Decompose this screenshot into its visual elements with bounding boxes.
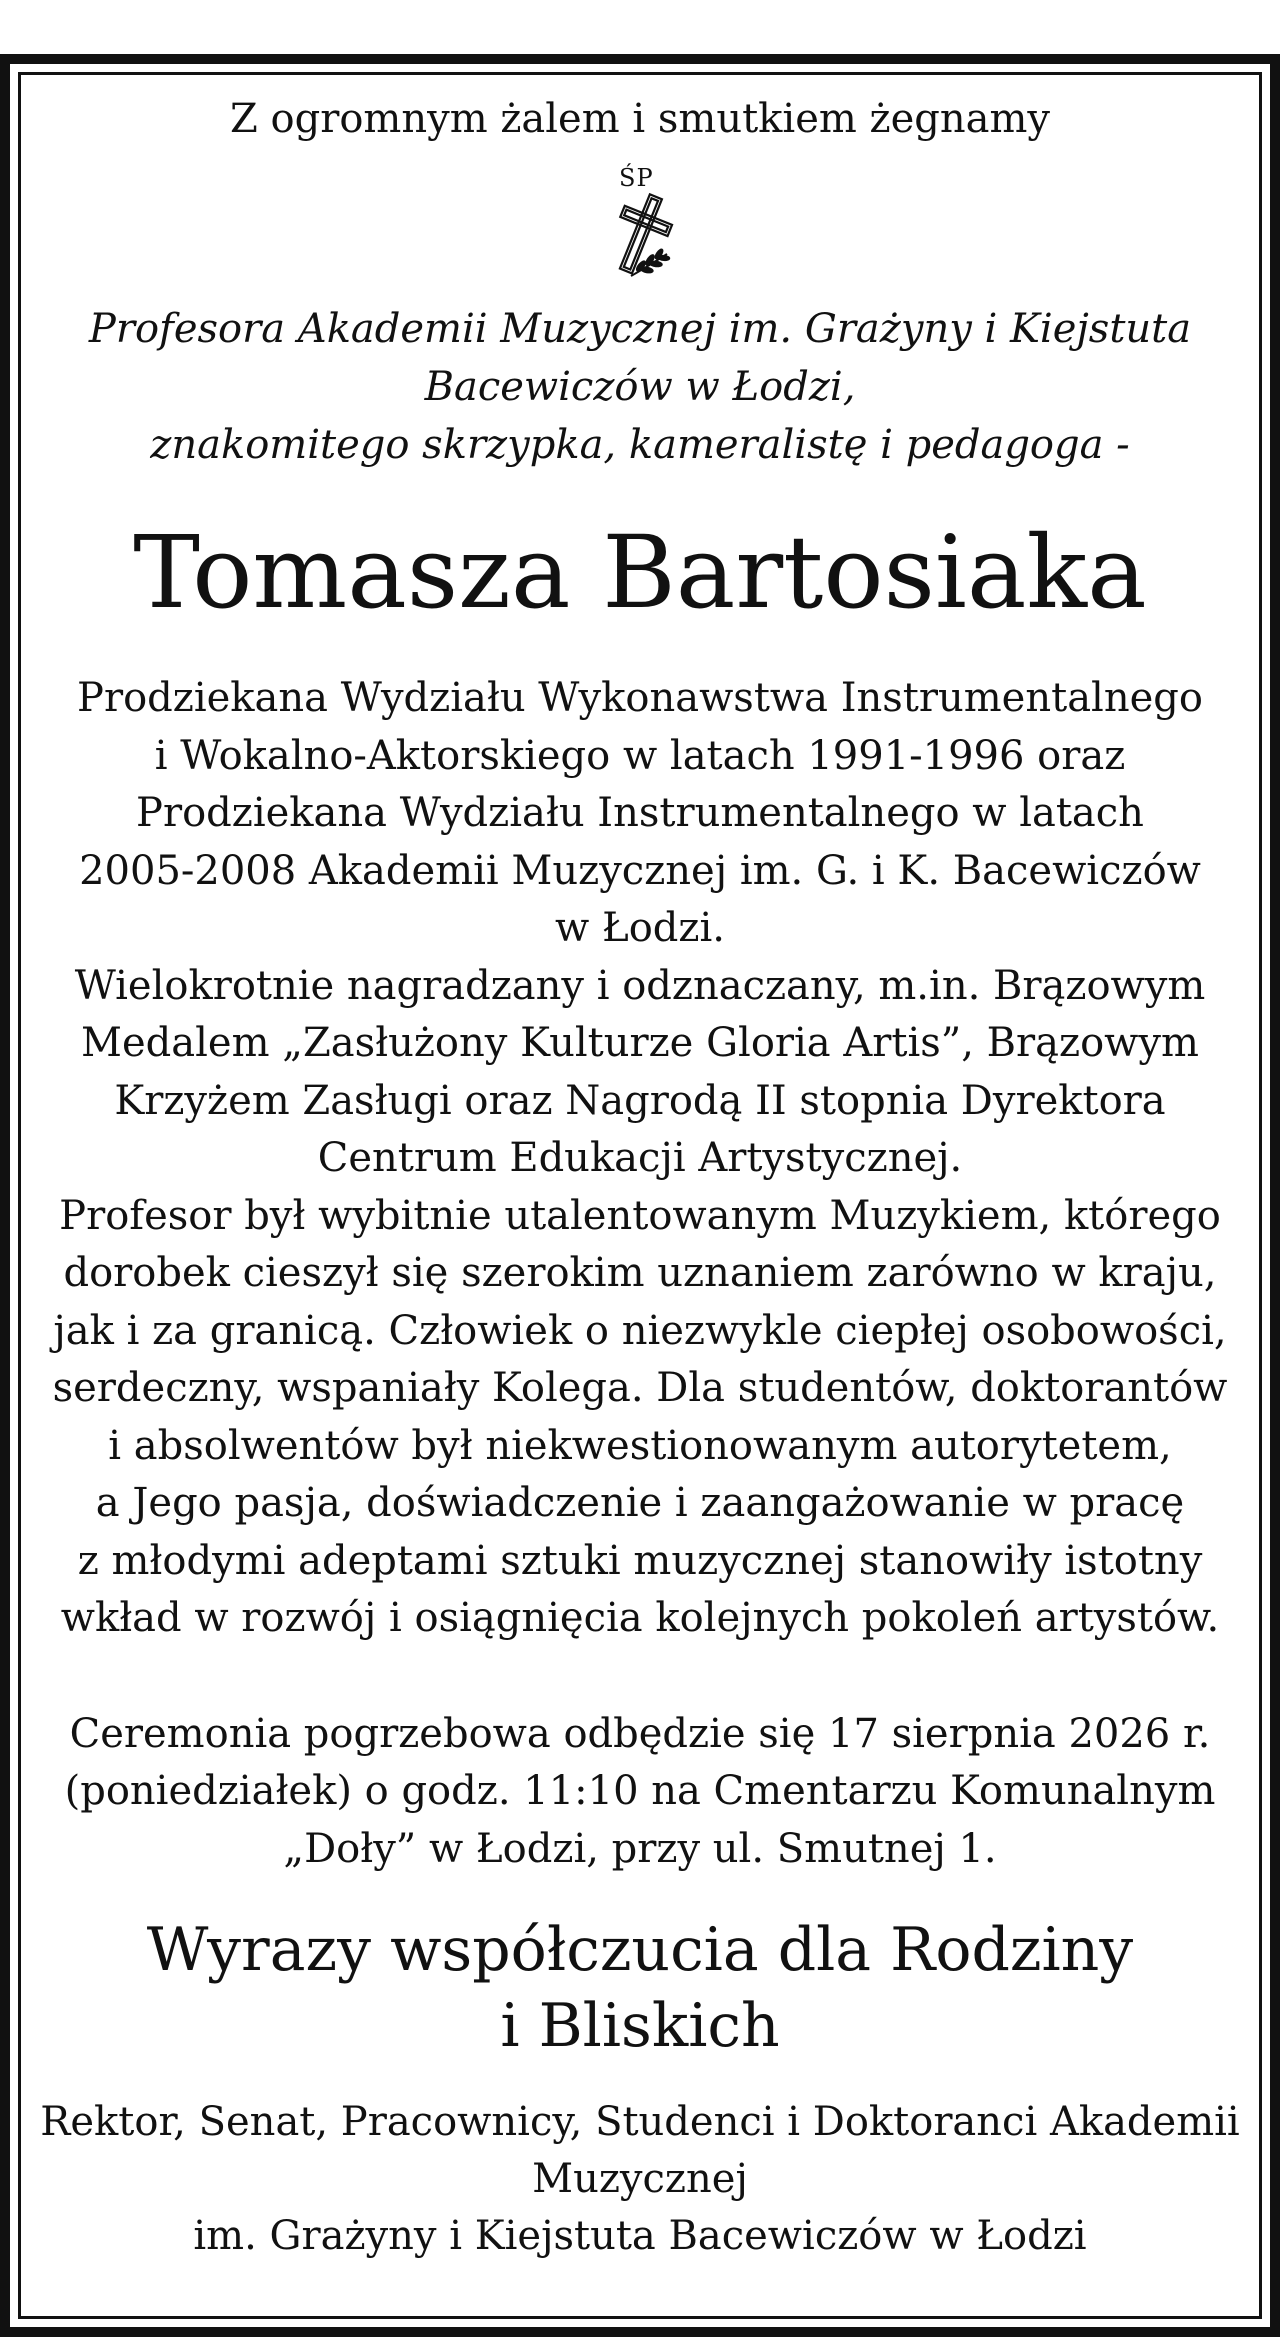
- title-line: Bacewiczów w Łodzi,: [424, 364, 856, 410]
- signature-line: Rektor, Senat, Pracownicy, Studenci i Doktoranci Akademii: [40, 2099, 1240, 2145]
- biography-line: Prodziekana Wydziału Wykonawstwa Instrumentalnego: [77, 675, 1203, 721]
- condolences-heading: [30, 1912, 1250, 2064]
- biography-line: Krzyżem Zasługi oraz Nagrodą II stopnia Dyrektora: [114, 1077, 1166, 1124]
- biography-line: a Jego pasja, doświadczenie i zaangażowanie w pracę: [95, 1480, 1185, 1526]
- biography-line: Prodziekana Wydziału Instrumentalnego w latach: [136, 790, 1144, 836]
- title-line: Profesora Akademii Muzycznej im. Grażyny i Kiejstuta: [88, 306, 1192, 352]
- biography-line: dorobek cieszył się szerokim uznaniem zarówno w kraju,: [63, 1250, 1217, 1296]
- biography-line: Centrum Edukacji Artystycznej.: [317, 1135, 963, 1181]
- biography: [30, 670, 1250, 1648]
- obituary-content: [30, 90, 1250, 2265]
- biography-line: Wielokrotnie nagradzany i odznaczany, m.in. Brązowym: [74, 962, 1206, 1009]
- deceased-name: Tomasza Bartosiaka: [133, 514, 1147, 631]
- cross-with-palm-branch-icon: [601, 190, 681, 280]
- funeral-line: (poniedziałek) o godz. 11:10 na Cmentarzu Komunalnym: [64, 1768, 1216, 1814]
- biography-line: Medalem „Zasłużony Kulturze Gloria Artis”, Brązowym: [81, 1020, 1199, 1066]
- condolences-line: i Bliskich: [500, 1991, 780, 2061]
- funeral-line: „Doły” w Łodzi, przy ul. Smutnej 1.: [283, 1825, 997, 1872]
- sp-label: ŚP: [619, 164, 654, 192]
- biography-line: z młodymi adeptami sztuki muzycznej stanowiły istotny: [77, 1537, 1203, 1584]
- biography-line: serdeczny, wspaniały Kolega. Dla studentów, doktorantów: [52, 1365, 1228, 1411]
- biography-line: i Wokalno-Aktorskiego w latach 1991-1996 oraz: [154, 732, 1126, 779]
- signature: [30, 2094, 1250, 2265]
- intro-text: Z ogromnym żalem i smutkiem żegnamy: [230, 96, 1050, 142]
- signature-line: Muzycznej: [532, 2156, 748, 2202]
- title-line: znakomitego skrzypka, kameralistę i pedagoga -: [150, 422, 1130, 468]
- funeral-info: [30, 1706, 1250, 1879]
- biography-line: i absolwentów był niekwestionowanym autorytetem,: [108, 1422, 1172, 1469]
- signature-line: im. Grażyny i Kiejstuta Bacewiczów w Łodzi: [193, 2213, 1087, 2259]
- biography-line: 2005-2008 Akademii Muzycznej im. G. i K. Bacewiczów: [79, 847, 1201, 894]
- biography-line: Profesor był wybitnie utalentowanym Muzykiem, którego: [59, 1192, 1221, 1239]
- biography-line: jak i za granicą. Człowiek o niezwykle ciepłej osobowości,: [53, 1307, 1227, 1354]
- funeral-line: Ceremonia pogrzebowa odbędzie się 17 sierpnia 2026 r.: [69, 1710, 1211, 1757]
- deceased-title: [30, 300, 1250, 474]
- cross-symbol: [595, 164, 685, 282]
- biography-line: w Łodzi.: [555, 905, 725, 951]
- biography-line: wkład w rozwój i osiągnięcia kolejnych pokoleń artystów.: [60, 1595, 1220, 1641]
- condolences-line: Wyrazy współczucia dla Rodziny: [146, 1915, 1134, 1985]
